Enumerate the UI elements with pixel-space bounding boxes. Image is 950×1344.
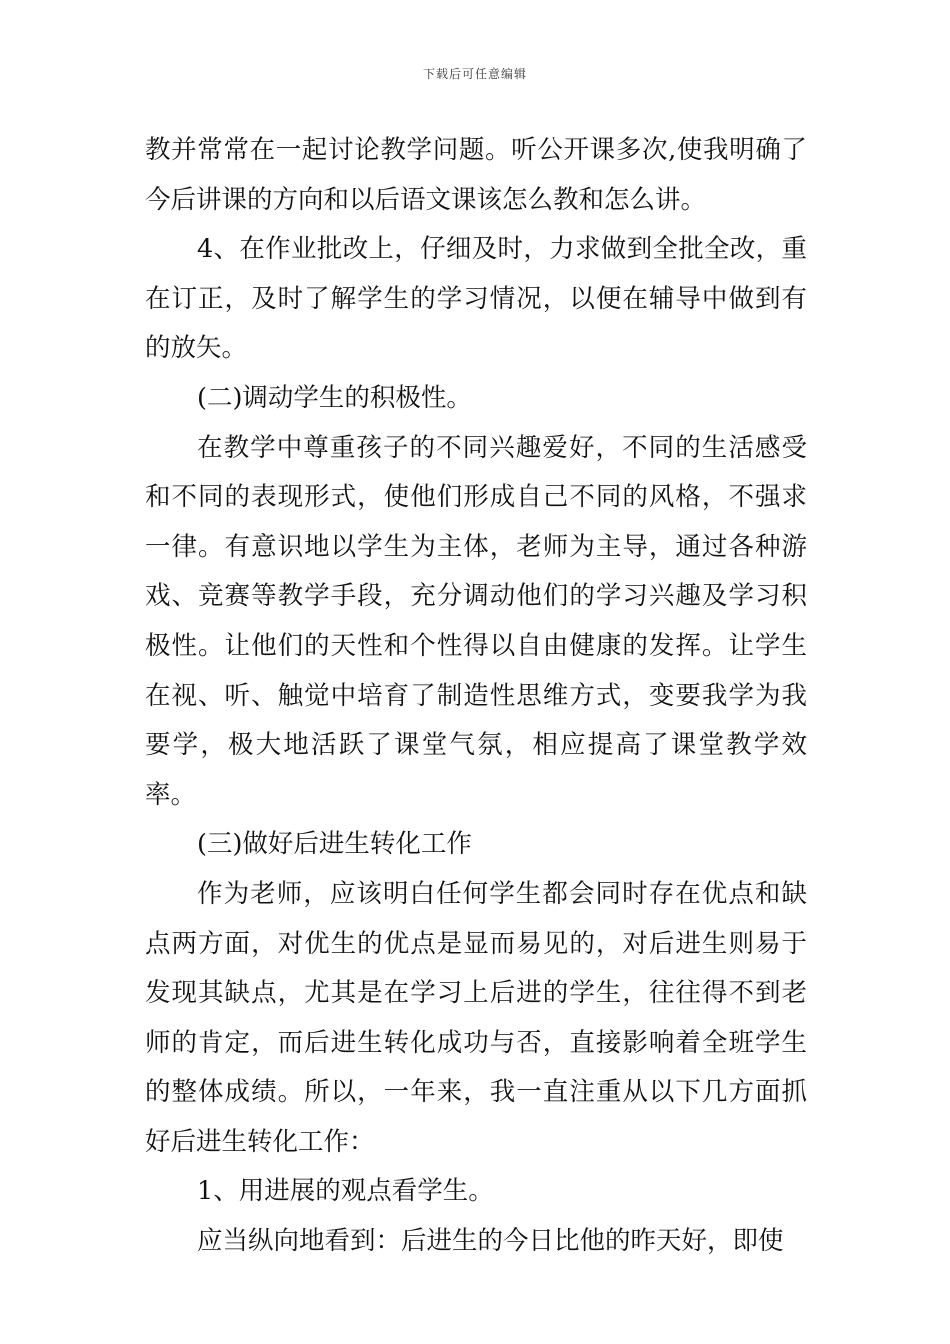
paragraph: 作为老师，应该明白任何学生都会同时存在优点和缺点两方面，对优生的优点是显而易见的，对后进生则易于发现其缺点，尤其是在学习上后进的学生，往往得不到老师的肯定，而后进生转化成功与否，直接影响着全班学生的整体成绩。所以，一年来，我一直注重从以下几方面抓好后进生转化工作： (145, 878, 807, 1157)
paragraph: 在教学中尊重孩子的不同兴趣爱好，不同的生活感受和不同的表现形式，使他们形成自己不同的风格，不强求一律。有意识地以学生为主体，老师为主导，通过各种游戏、竞赛等教学手段，充分调动他们的学习兴趣及学习积极性。让他们的天性和个性得以自由健康的发挥。让学生在视、听、触觉中培育了制造性思维方式，变要我学为我要学，极大地活跃了课堂气氛，相应提高了课堂教学效率。 (145, 432, 807, 810)
page-header: 下载后可任意编辑 (422, 67, 527, 81)
paragraph: 4、在作业批改上，仔细及时，力求做到全批全改，重在订正，及时了解学生的学习情况，以便在辅导中做到有的放矢。 (145, 234, 807, 364)
document-body (145, 126, 807, 1267)
paragraph: 教并常常在一起讨论教学问题。听公开课多次,使我明确了今后讲课的方向和以后语文课该怎么教和怎么讲。 (145, 135, 807, 215)
paragraph: 应当纵向地看到：后进生的今日比他的昨天好，即使 (197, 1226, 784, 1257)
section-heading: (二)调动学生的积极性。 (197, 382, 472, 413)
section-heading: (三)做好后进生转化工作 (197, 829, 472, 860)
list-item-heading: 1、用进展的观点看学生。 (197, 1176, 494, 1207)
